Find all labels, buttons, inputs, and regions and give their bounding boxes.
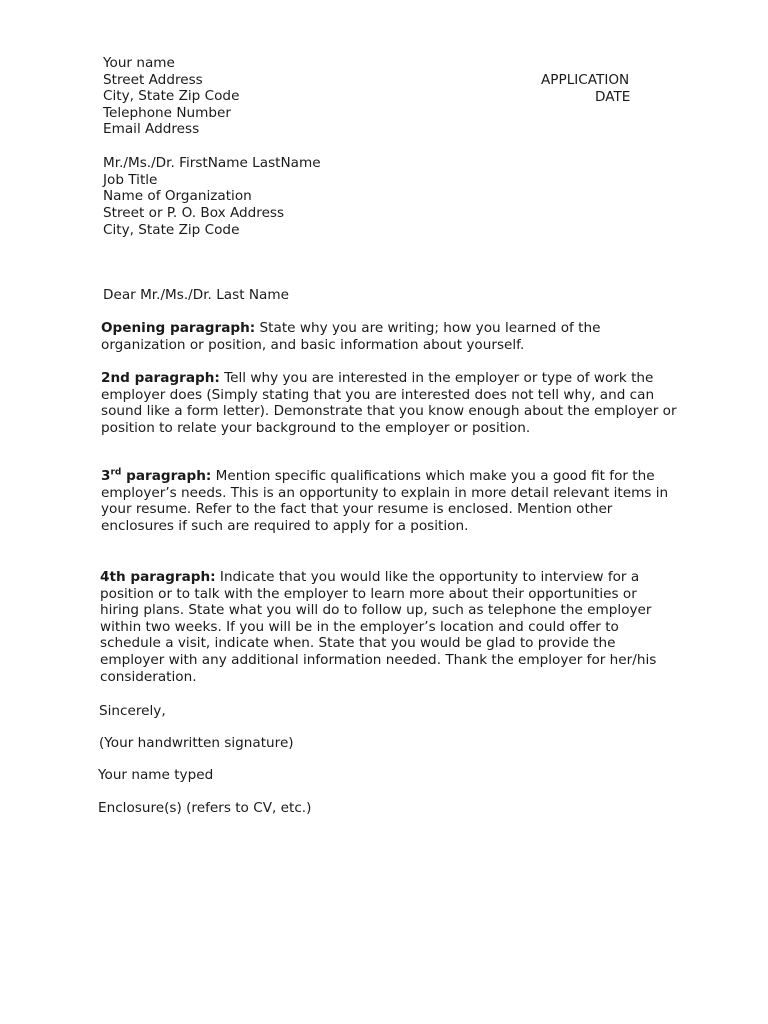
opening-paragraph: [101, 320, 681, 353]
third-paragraph-lead: [101, 468, 211, 484]
sender-city: City, State Zip Code: [103, 88, 240, 105]
third-paragraph-lead-suffix: rd: [110, 467, 122, 478]
opening-paragraph-text: State why you are writing; how you learned of the organization or position, and basic information about yourself.: [101, 320, 601, 353]
sender-name: Your name: [103, 55, 175, 71]
enclosures: Enclosure(s) (refers to CV, etc.): [98, 800, 312, 816]
recipient-city: City, State Zip Code: [103, 221, 240, 238]
third-paragraph-text: Mention specific qualifications which make you a good fit for the employer’s needs. This is an opportunity to explain in more detail relevant items in your resume. Refer to the fact that your resume is enclosed. Mention other enclosures if such are required to apply for a position.: [101, 468, 669, 534]
opening-paragraph-lead: Opening paragraph:: [101, 320, 256, 336]
fourth-paragraph: [100, 569, 680, 685]
sender-email: Email Address: [103, 121, 200, 138]
second-paragraph-lead: 2nd paragraph:: [101, 370, 220, 386]
signature-placeholder: (Your handwritten signature): [99, 735, 294, 751]
recipient-address-block: [103, 155, 321, 239]
recipient-street: Street or P. O. Box Address: [103, 205, 285, 222]
sender-street: Street Address: [103, 71, 203, 88]
application-date-line2: DATE: [595, 88, 631, 105]
second-paragraph: [101, 370, 681, 436]
fourth-paragraph-text: Indicate that you would like the opportunity to interview for a position or to talk with the employer to learn more about their opportunities or hiring plans. State what you will do to follow up, such as telephone the employer within two weeks. If you will be in the employer’s location and could offer to schedule a visit, indicate when. State that you would be glad to provide the employer with any additional information needed. Thank the employer for her/his consideration.: [100, 569, 657, 685]
sender-address-block: [103, 55, 239, 138]
recipient-organization: Name of Organization: [103, 188, 252, 205]
fourth-paragraph-lead: 4th paragraph:: [100, 569, 216, 585]
sender-phone: Telephone Number: [103, 104, 231, 121]
salutation: Dear Mr./Ms./Dr. Last Name: [103, 287, 289, 303]
recipient-name: Mr./Ms./Dr. FirstName LastName: [103, 155, 321, 171]
application-date: [541, 72, 630, 105]
recipient-job-title: Job Title: [103, 171, 158, 188]
third-paragraph-lead-rest: paragraph:: [121, 468, 212, 484]
third-paragraph: [101, 468, 681, 534]
closing: Sincerely,: [99, 703, 166, 719]
application-date-line1: APPLICATION: [541, 72, 630, 88]
typed-name: Your name typed: [98, 767, 214, 783]
second-paragraph-text: Tell why you are interested in the employer or type of work the employer does (Simply stating that you are interested does not tell why, and can sound like a form letter). Demonstrate that you know enough about the employer or position to relate your background to the employer or position.: [101, 370, 677, 436]
third-paragraph-lead-number: 3: [101, 468, 111, 484]
